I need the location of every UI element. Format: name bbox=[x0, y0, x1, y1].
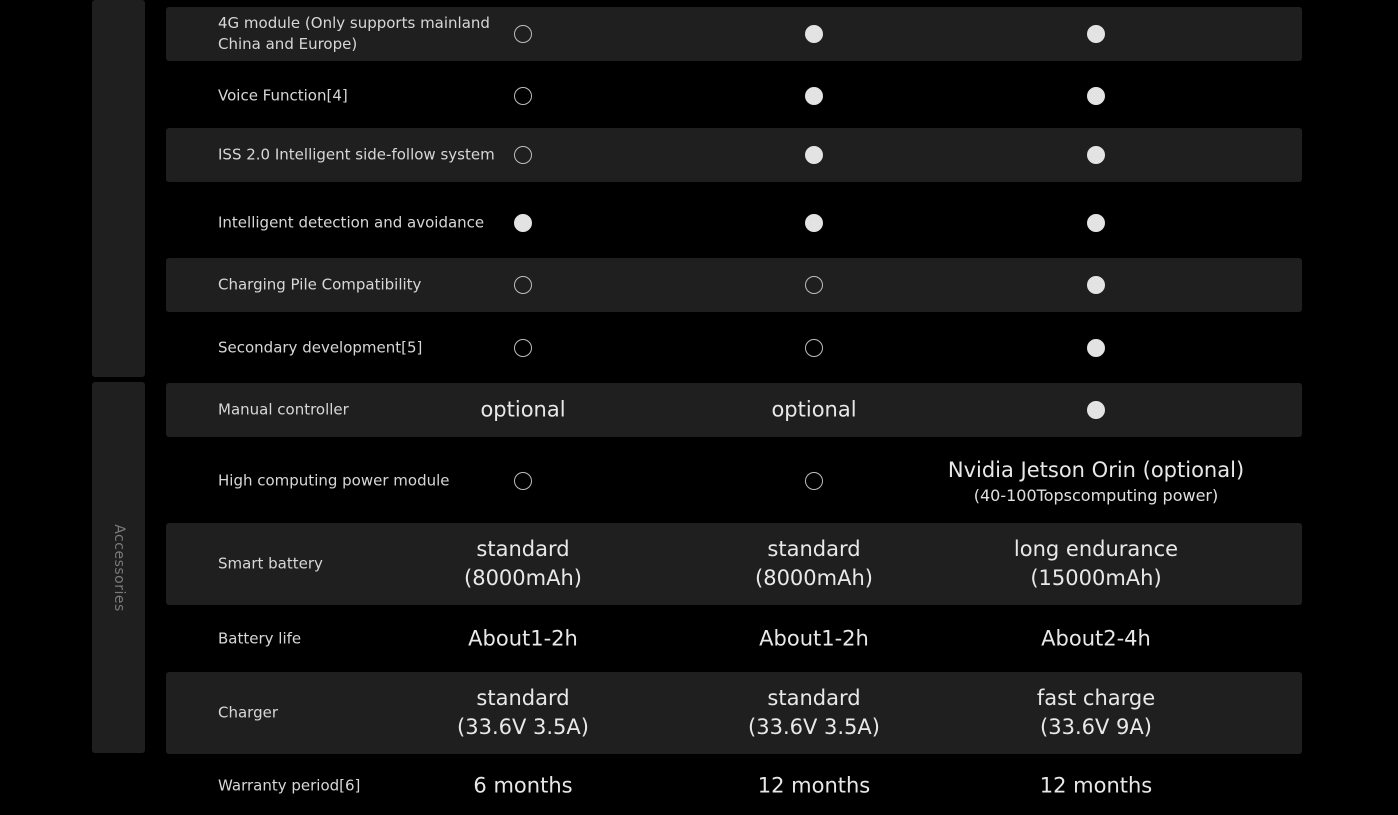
table-row bbox=[166, 194, 1302, 252]
not-included-circle-icon bbox=[805, 472, 823, 490]
spec-cell-model-1 bbox=[468, 625, 578, 654]
table-row bbox=[166, 7, 1302, 61]
standard-dot-icon bbox=[1087, 214, 1105, 232]
spec-cell-model-3 bbox=[1087, 401, 1105, 419]
spec-value: fast charge bbox=[1036, 686, 1156, 710]
not-included-circle-icon bbox=[514, 87, 532, 105]
not-included-circle-icon bbox=[514, 339, 532, 357]
spec-cell-model-2 bbox=[805, 87, 823, 105]
spec-cell-model-3 bbox=[1037, 684, 1155, 742]
not-included-circle-icon bbox=[514, 276, 532, 294]
spec-value: standard bbox=[767, 686, 861, 710]
not-included-circle-icon bbox=[514, 146, 532, 164]
spec-value: About1-2h bbox=[468, 626, 578, 651]
spec-cell-model-2 bbox=[805, 146, 823, 164]
category-block-accessories bbox=[92, 382, 145, 753]
spec-value-detail: (33.6V 3.5A) bbox=[748, 715, 880, 739]
feature-label: Charging Pile Compatibility bbox=[218, 275, 422, 294]
feature-label: Secondary development[5] bbox=[218, 338, 423, 357]
feature-label: 4G module (Only supports mainland China and Europe) bbox=[218, 14, 490, 53]
table-row bbox=[166, 383, 1302, 437]
spec-cell-model-3 bbox=[948, 456, 1244, 506]
spec-cell-model-3 bbox=[1014, 535, 1178, 593]
spec-cell-model-3 bbox=[1087, 276, 1105, 294]
table-row bbox=[166, 760, 1302, 812]
spec-value: 12 months bbox=[757, 773, 871, 798]
spec-cell-model-2 bbox=[805, 25, 823, 43]
spec-value: long endurance bbox=[1013, 537, 1179, 561]
spec-value: standard bbox=[476, 686, 570, 710]
table-row bbox=[166, 320, 1302, 376]
standard-dot-icon bbox=[514, 214, 532, 232]
spec-cell-model-1 bbox=[514, 214, 532, 232]
spec-value: About1-2h bbox=[759, 626, 869, 651]
feature-label: Charger bbox=[218, 703, 278, 722]
spec-cell-model-1 bbox=[514, 472, 532, 490]
spec-cell-model-2 bbox=[805, 472, 823, 490]
spec-value-detail: (8000mAh) bbox=[464, 566, 582, 590]
category-label: Accessories bbox=[110, 523, 127, 612]
table-row bbox=[166, 672, 1302, 754]
spec-value: optional bbox=[480, 397, 566, 422]
spec-cell-model-1 bbox=[457, 684, 589, 742]
spec-cell-model-3 bbox=[1087, 25, 1105, 43]
spec-value: About2-4h bbox=[1041, 626, 1151, 651]
feature-label: Voice Function[4] bbox=[218, 86, 348, 105]
spec-value: optional bbox=[771, 397, 857, 422]
spec-cell-model-3 bbox=[1087, 339, 1105, 357]
spec-cell-model-3 bbox=[1087, 214, 1105, 232]
spec-cell-model-1 bbox=[514, 25, 532, 43]
spec-cell-model-3 bbox=[1041, 625, 1151, 654]
not-included-circle-icon bbox=[805, 276, 823, 294]
spec-cell-model-1 bbox=[514, 339, 532, 357]
spec-cell-model-1 bbox=[464, 535, 582, 593]
feature-label: Warranty period[6] bbox=[218, 776, 361, 795]
spec-cell-model-3 bbox=[1087, 146, 1105, 164]
table-row bbox=[166, 523, 1302, 605]
spec-value-detail: (33.6V 9A) bbox=[1040, 715, 1152, 739]
feature-label: Smart battery bbox=[218, 554, 323, 573]
spec-cell-model-2 bbox=[805, 214, 823, 232]
standard-dot-icon bbox=[805, 25, 823, 43]
standard-dot-icon bbox=[1087, 87, 1105, 105]
spec-cell-model-3 bbox=[1040, 772, 1153, 801]
spec-cell-model-2 bbox=[758, 772, 871, 801]
spec-value: 12 months bbox=[1039, 773, 1153, 798]
spec-value-detail: (8000mAh) bbox=[755, 566, 873, 590]
standard-dot-icon bbox=[1087, 25, 1105, 43]
spec-cell-model-1 bbox=[514, 146, 532, 164]
spec-value-note: (40-100Topscomputing power) bbox=[973, 486, 1219, 505]
spec-cell-model-3 bbox=[1087, 87, 1105, 105]
spec-cell-model-1 bbox=[473, 772, 572, 801]
not-included-circle-icon bbox=[514, 25, 532, 43]
table-row bbox=[166, 128, 1302, 182]
spec-value: standard bbox=[476, 537, 570, 561]
standard-dot-icon bbox=[805, 214, 823, 232]
spec-value-detail: (15000mAh) bbox=[1030, 566, 1162, 590]
feature-label: ISS 2.0 Intelligent side-follow system bbox=[218, 145, 495, 164]
feature-label: High computing power module bbox=[218, 471, 450, 490]
spec-cell-model-2 bbox=[805, 339, 823, 357]
spec-value: standard bbox=[767, 537, 861, 561]
spec-cell-model-2 bbox=[771, 396, 856, 425]
spec-cell-model-1 bbox=[514, 87, 532, 105]
category-block-features bbox=[92, 0, 145, 377]
spec-cell-model-2 bbox=[759, 625, 869, 654]
spec-cell-model-2 bbox=[755, 535, 873, 593]
spec-value-detail: (33.6V 3.5A) bbox=[457, 715, 589, 739]
spec-value: 6 months bbox=[473, 773, 573, 798]
standard-dot-icon bbox=[1087, 401, 1105, 419]
spec-cell-model-2 bbox=[748, 684, 880, 742]
feature-label: Battery life bbox=[218, 629, 302, 648]
not-included-circle-icon bbox=[805, 339, 823, 357]
spec-cell-model-1 bbox=[480, 396, 565, 425]
spec-cell-model-1 bbox=[514, 276, 532, 294]
feature-label: Intelligent detection and avoidance bbox=[218, 213, 485, 232]
table-row bbox=[166, 258, 1302, 312]
standard-dot-icon bbox=[805, 87, 823, 105]
spec-cell-model-2 bbox=[805, 276, 823, 294]
standard-dot-icon bbox=[1087, 276, 1105, 294]
feature-label: Manual controller bbox=[218, 400, 349, 419]
standard-dot-icon bbox=[805, 146, 823, 164]
spec-value: Nvidia Jetson Orin (optional) bbox=[947, 458, 1245, 482]
standard-dot-icon bbox=[1087, 146, 1105, 164]
standard-dot-icon bbox=[1087, 339, 1105, 357]
not-included-circle-icon bbox=[514, 472, 532, 490]
table-row bbox=[166, 610, 1302, 668]
table-row bbox=[166, 444, 1302, 518]
table-row bbox=[166, 68, 1302, 124]
